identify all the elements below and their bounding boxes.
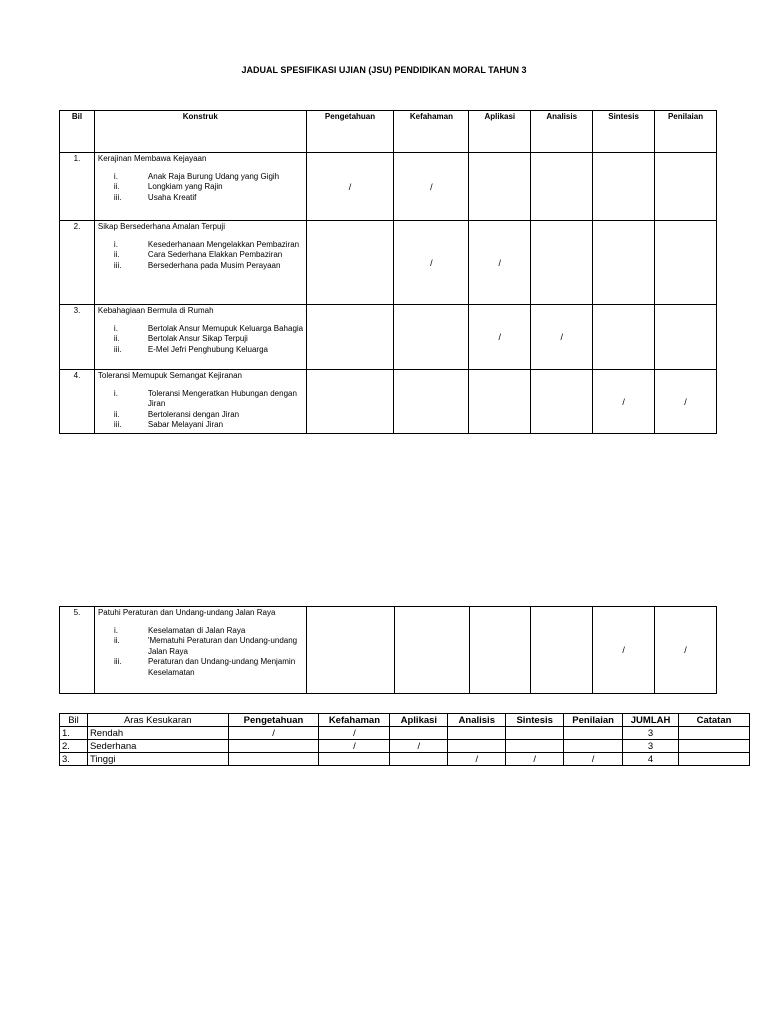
summary-header-row xyxy=(60,714,750,727)
mark-cell: / xyxy=(319,740,390,753)
mark-cell: / xyxy=(506,753,564,766)
summary-header-bil: Bil xyxy=(60,714,88,727)
mark-cell xyxy=(506,740,564,753)
table-row xyxy=(60,753,750,766)
mark-cell xyxy=(531,221,593,305)
summary-total: 3 xyxy=(623,727,679,740)
summary-header-sintesis: Sintesis xyxy=(506,714,564,727)
subtopic: ii. 'Mematuhi Peraturan dan Undang-undang Jalan Raya xyxy=(113,636,298,656)
summary-table xyxy=(59,713,750,766)
subtopic: ii. Bertolak Ansur Sikap Terpuji xyxy=(113,334,248,343)
summary-level: Sederhana xyxy=(87,740,228,753)
header-kefahaman: Kefahaman xyxy=(394,111,469,153)
mark-cell: / xyxy=(319,727,390,740)
mark-cell: / xyxy=(448,753,506,766)
summary-level: Rendah xyxy=(87,727,228,740)
mark-cell xyxy=(564,740,623,753)
table-row xyxy=(60,727,750,740)
mark-cell: / xyxy=(593,370,655,434)
mark-cell xyxy=(531,370,593,434)
mark-cell: / xyxy=(655,607,717,694)
subtopic: ii. Cara Sederhana Elakkan Pembaziran xyxy=(113,250,283,259)
mark-cell xyxy=(655,221,717,305)
mark-cell xyxy=(593,153,655,221)
mark-cell: / xyxy=(531,305,593,370)
mark-cell xyxy=(593,221,655,305)
table-row xyxy=(60,221,717,305)
header-aplikasi: Aplikasi xyxy=(469,111,531,153)
mark-cell xyxy=(390,753,448,766)
summary-header-catatan: Catatan xyxy=(679,714,750,727)
row-konstruk xyxy=(94,221,306,305)
mark-cell: / xyxy=(394,153,469,221)
header-sintesis: Sintesis xyxy=(593,111,655,153)
row-bil: 5. xyxy=(60,607,95,694)
mark-cell: / xyxy=(469,305,531,370)
summary-total: 3 xyxy=(623,740,679,753)
table-row xyxy=(60,370,717,434)
summary-bil: 3. xyxy=(60,753,88,766)
subtopic: iii. Bersederhana pada Musim Perayaan xyxy=(113,260,281,270)
mark-cell xyxy=(506,727,564,740)
mark-cell: / xyxy=(469,221,531,305)
topic-title: Toleransi Memupuk Semangat Kejiranan xyxy=(97,371,242,380)
summary-header-kefahaman: Kefahaman xyxy=(319,714,390,727)
mark-cell xyxy=(394,305,469,370)
subtopic: iii. E-Mel Jefri Penghubung Keluarga xyxy=(113,344,268,354)
spec-header-row xyxy=(60,111,717,153)
subtopic: i. Keselamatan di Jalan Raya xyxy=(113,625,246,635)
subtopic: iii. Sabar Melayani Jiran xyxy=(113,420,224,429)
mark-cell: / xyxy=(655,370,717,434)
mark-cell xyxy=(306,305,394,370)
summary-header-penilaian: Penilaian xyxy=(564,714,623,727)
mark-cell: / xyxy=(564,753,623,766)
mark-cell xyxy=(531,153,593,221)
mark-cell xyxy=(564,727,623,740)
row-bil: 2. xyxy=(60,221,95,305)
table-row xyxy=(60,607,717,694)
subtopic: iii. Peraturan dan Undang-undang Menjamin Keselamatan xyxy=(113,657,296,677)
topic-title: Sikap Bersederhana Amalan Terpuji xyxy=(97,222,225,231)
mark-cell xyxy=(394,607,469,694)
mark-cell xyxy=(469,607,531,694)
mark-cell: / xyxy=(394,221,469,305)
subtopic: i. Bertolak Ansur Memupuk Keluarga Bahagia xyxy=(113,323,304,333)
row-bil: 4. xyxy=(60,370,95,434)
summary-bil: 2. xyxy=(60,740,88,753)
table-row xyxy=(60,740,750,753)
summary-header-aras: Aras Kesukaran xyxy=(87,714,228,727)
mark-cell xyxy=(306,607,394,694)
header-konstruk: Konstruk xyxy=(94,111,306,153)
summary-level: Tinggi xyxy=(87,753,228,766)
mark-cell xyxy=(469,370,531,434)
subtopic: ii. Longkiam yang Rajin xyxy=(113,182,223,191)
topic-title: Kerajinan Membawa Kejayaan xyxy=(97,154,207,163)
header-penilaian: Penilaian xyxy=(655,111,717,153)
spec-table-continued xyxy=(59,606,717,694)
summary-header-jumlah: JUMLAH xyxy=(623,714,679,727)
summary-note xyxy=(679,740,750,753)
mark-cell xyxy=(228,740,319,753)
document-title: JADUAL SPESIFIKASI UJIAN (JSU) PENDIDIKAN MORAL TAHUN 3 xyxy=(241,65,527,75)
mark-cell xyxy=(448,727,506,740)
row-konstruk xyxy=(94,305,306,370)
mark-cell xyxy=(469,153,531,221)
subtopic: i. Toleransi Mengeratkan Hubungan dengan Jiran xyxy=(113,388,297,408)
subtopic: i. Kesederhanaan Mengelakkan Pembaziran xyxy=(113,239,300,249)
row-konstruk xyxy=(94,370,306,434)
mark-cell: / xyxy=(593,607,655,694)
subtopic: ii. Bertoleransi dengan Jiran xyxy=(113,409,240,419)
mark-cell xyxy=(593,305,655,370)
summary-header-pengetahuan: Pengetahuan xyxy=(228,714,319,727)
table-row xyxy=(60,153,717,221)
topic-title: Kebahagiaan Bermula di Rumah xyxy=(97,306,214,315)
row-bil: 1. xyxy=(60,153,95,221)
mark-cell xyxy=(306,221,394,305)
header-bil: Bil xyxy=(60,111,95,153)
mark-cell xyxy=(319,753,390,766)
mark-cell xyxy=(394,370,469,434)
subtopic: i. Anak Raja Burung Udang yang Gigih xyxy=(113,171,280,181)
spec-table xyxy=(59,110,717,434)
mark-cell xyxy=(390,727,448,740)
mark-cell xyxy=(306,370,394,434)
summary-header-aplikasi: Aplikasi xyxy=(390,714,448,727)
summary-note xyxy=(679,727,750,740)
row-konstruk xyxy=(94,153,306,221)
summary-bil: 1. xyxy=(60,727,88,740)
row-konstruk xyxy=(94,607,306,694)
row-bil: 3. xyxy=(60,305,95,370)
header-pengetahuan: Pengetahuan xyxy=(306,111,394,153)
mark-cell: / xyxy=(390,740,448,753)
mark-cell xyxy=(228,753,319,766)
summary-total: 4 xyxy=(623,753,679,766)
summary-note xyxy=(679,753,750,766)
table-row xyxy=(60,305,717,370)
subtopic: iii. Usaha Kreatif xyxy=(113,192,197,202)
topic-title: Patuhi Peraturan dan Undang-undang Jalan Raya xyxy=(97,608,276,617)
summary-header-analisis: Analisis xyxy=(448,714,506,727)
mark-cell xyxy=(655,153,717,221)
mark-cell xyxy=(448,740,506,753)
header-analisis: Analisis xyxy=(531,111,593,153)
mark-cell: / xyxy=(228,727,319,740)
mark-cell xyxy=(655,305,717,370)
mark-cell xyxy=(531,607,593,694)
mark-cell: / xyxy=(306,153,394,221)
